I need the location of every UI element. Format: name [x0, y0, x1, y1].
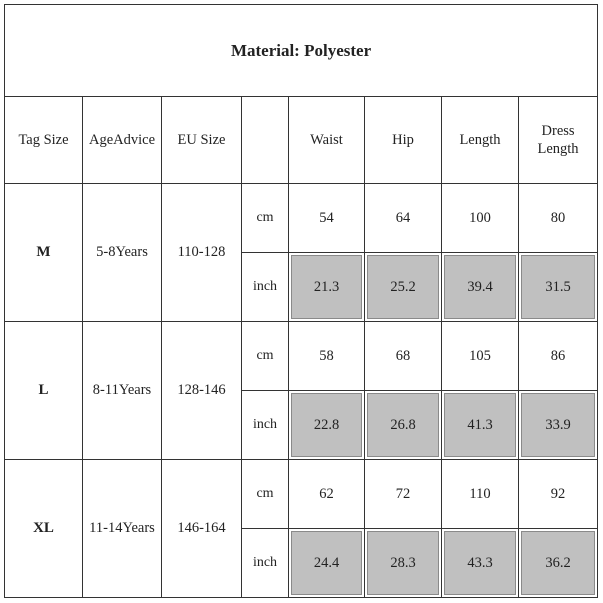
- header-eu-size: EU Size: [162, 97, 242, 184]
- size-m-cm-row: [5, 184, 598, 253]
- age-advice-xl: 11-14Years: [83, 460, 162, 598]
- length-inch-value: 43.3: [444, 531, 516, 595]
- title-row: [5, 5, 598, 97]
- header-hip: Hip: [365, 97, 442, 184]
- hip-cm-value: 68: [365, 322, 442, 391]
- waist-cm-value: 54: [289, 184, 365, 253]
- tag-size-l: L: [5, 322, 83, 460]
- unit-cm-label: cm: [242, 460, 289, 529]
- dress-length-inch-value: 31.5: [521, 255, 595, 319]
- size-l-cm-row: [5, 322, 598, 391]
- size-xl-cm-row: [5, 460, 598, 529]
- waist-inch-cell: [289, 391, 365, 460]
- material-title: Material: Polyester: [5, 5, 598, 97]
- waist-cm-value: 62: [289, 460, 365, 529]
- size-chart-table: [4, 4, 598, 598]
- waist-inch-cell: [289, 253, 365, 322]
- unit-inch-label: inch: [242, 253, 289, 322]
- length-inch-cell: [442, 391, 519, 460]
- header-age-advice: AgeAdvice: [83, 97, 162, 184]
- age-advice-l: 8-11Years: [83, 322, 162, 460]
- eu-size-m: 110-128: [162, 184, 242, 322]
- hip-inch-value: 26.8: [367, 393, 439, 457]
- header-row: [5, 97, 598, 184]
- dress-length-inch-cell: [519, 253, 598, 322]
- dress-length-cm-value: 80: [519, 184, 598, 253]
- hip-cm-value: 72: [365, 460, 442, 529]
- unit-inch-label: inch: [242, 391, 289, 460]
- waist-inch-cell: [289, 529, 365, 598]
- dress-length-cm-value: 92: [519, 460, 598, 529]
- hip-inch-cell: [365, 253, 442, 322]
- hip-inch-cell: [365, 529, 442, 598]
- length-cm-value: 110: [442, 460, 519, 529]
- length-inch-cell: [442, 529, 519, 598]
- hip-cm-value: 64: [365, 184, 442, 253]
- length-inch-value: 39.4: [444, 255, 516, 319]
- dress-length-inch-cell: [519, 529, 598, 598]
- tag-size-xl: XL: [5, 460, 83, 598]
- header-dress-length: Dress Length: [519, 97, 598, 184]
- hip-inch-cell: [365, 391, 442, 460]
- dress-length-inch-value: 33.9: [521, 393, 595, 457]
- dress-length-inch-cell: [519, 391, 598, 460]
- header-tag-size: Tag Size: [5, 97, 83, 184]
- length-cm-value: 105: [442, 322, 519, 391]
- unit-cm-label: cm: [242, 184, 289, 253]
- waist-inch-value: 24.4: [291, 531, 362, 595]
- hip-inch-value: 28.3: [367, 531, 439, 595]
- age-advice-m: 5-8Years: [83, 184, 162, 322]
- header-length: Length: [442, 97, 519, 184]
- unit-cm-label: cm: [242, 322, 289, 391]
- unit-inch-label: inch: [242, 529, 289, 598]
- length-inch-value: 41.3: [444, 393, 516, 457]
- length-cm-value: 100: [442, 184, 519, 253]
- tag-size-m: M: [5, 184, 83, 322]
- header-unit: [242, 97, 289, 184]
- header-waist: Waist: [289, 97, 365, 184]
- waist-cm-value: 58: [289, 322, 365, 391]
- hip-inch-value: 25.2: [367, 255, 439, 319]
- dress-length-inch-value: 36.2: [521, 531, 595, 595]
- eu-size-xl: 146-164: [162, 460, 242, 598]
- eu-size-l: 128-146: [162, 322, 242, 460]
- waist-inch-value: 22.8: [291, 393, 362, 457]
- length-inch-cell: [442, 253, 519, 322]
- dress-length-cm-value: 86: [519, 322, 598, 391]
- waist-inch-value: 21.3: [291, 255, 362, 319]
